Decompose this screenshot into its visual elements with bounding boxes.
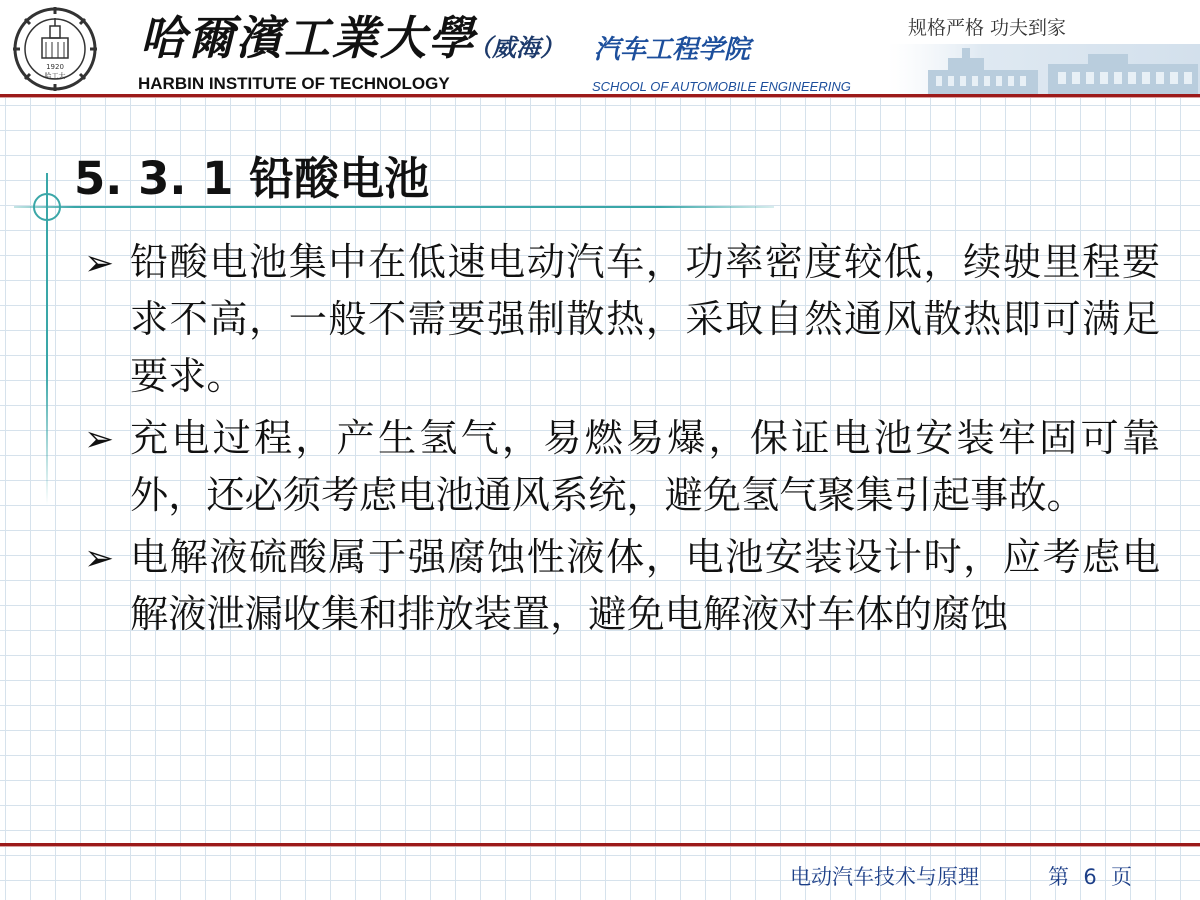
page-indicator [1048,862,1132,892]
bullet-list [84,235,1164,649]
university-name-en: HARBIN INSTITUTE OF TECHNOLOGY [138,74,450,93]
title-accent-circle [33,193,61,221]
campus-label: （威海） [468,34,564,62]
university-name-cn: 哈爾濱工業大學 [140,11,476,65]
school-name-en: SCHOOL OF AUTOMOBILE ENGINEERING [592,79,851,94]
bullet-item [84,411,1164,525]
page-number: 6 [1083,865,1097,889]
svg-text:哈工大: 哈工大 [44,72,66,80]
footer-divider-shadow [0,846,1200,847]
bullet-text: 电解液硫酸属于强腐蚀性液体，电池安装设计时，应考虑电解液泄漏收集和排放装置，避免电解液对车体的腐蚀 [130,536,1160,637]
bullet-item [84,235,1164,406]
arrow-bullet-icon: ➢ [84,419,115,460]
campus-building-image [888,44,1200,96]
bullet-item [84,530,1164,644]
header-divider-shadow [0,97,1200,98]
svg-text:1920: 1920 [46,63,64,71]
slide-header [0,0,1200,98]
course-name: 电动汽车技术与原理 [790,865,979,889]
arrow-bullet-icon: ➢ [84,243,115,284]
bullet-text: 铅酸电池集中在低速电动汽车，功率密度较低，续驶里程要求不高，一般不需要强制散热，采取自然通风散热即可满足要求。 [130,241,1160,399]
school-name-cn: 汽车工程学院 [594,35,751,65]
arrow-bullet-icon: ➢ [84,538,115,579]
page-prefix: 第 [1048,865,1069,889]
page-suffix: 页 [1111,865,1132,889]
slide-title: 5. 3. 1 铅酸电池 [74,152,430,205]
title-accent-vertical-line [46,173,48,505]
university-emblem-icon [12,6,98,92]
university-motto: 规格严格 功夫到家 [908,17,1067,39]
bullet-text: 充电过程，产生氢气，易燃易爆，保证电池安装牢固可靠外，还必须考虑电池通风系统，避免氢气聚集引起事故。 [130,417,1160,518]
